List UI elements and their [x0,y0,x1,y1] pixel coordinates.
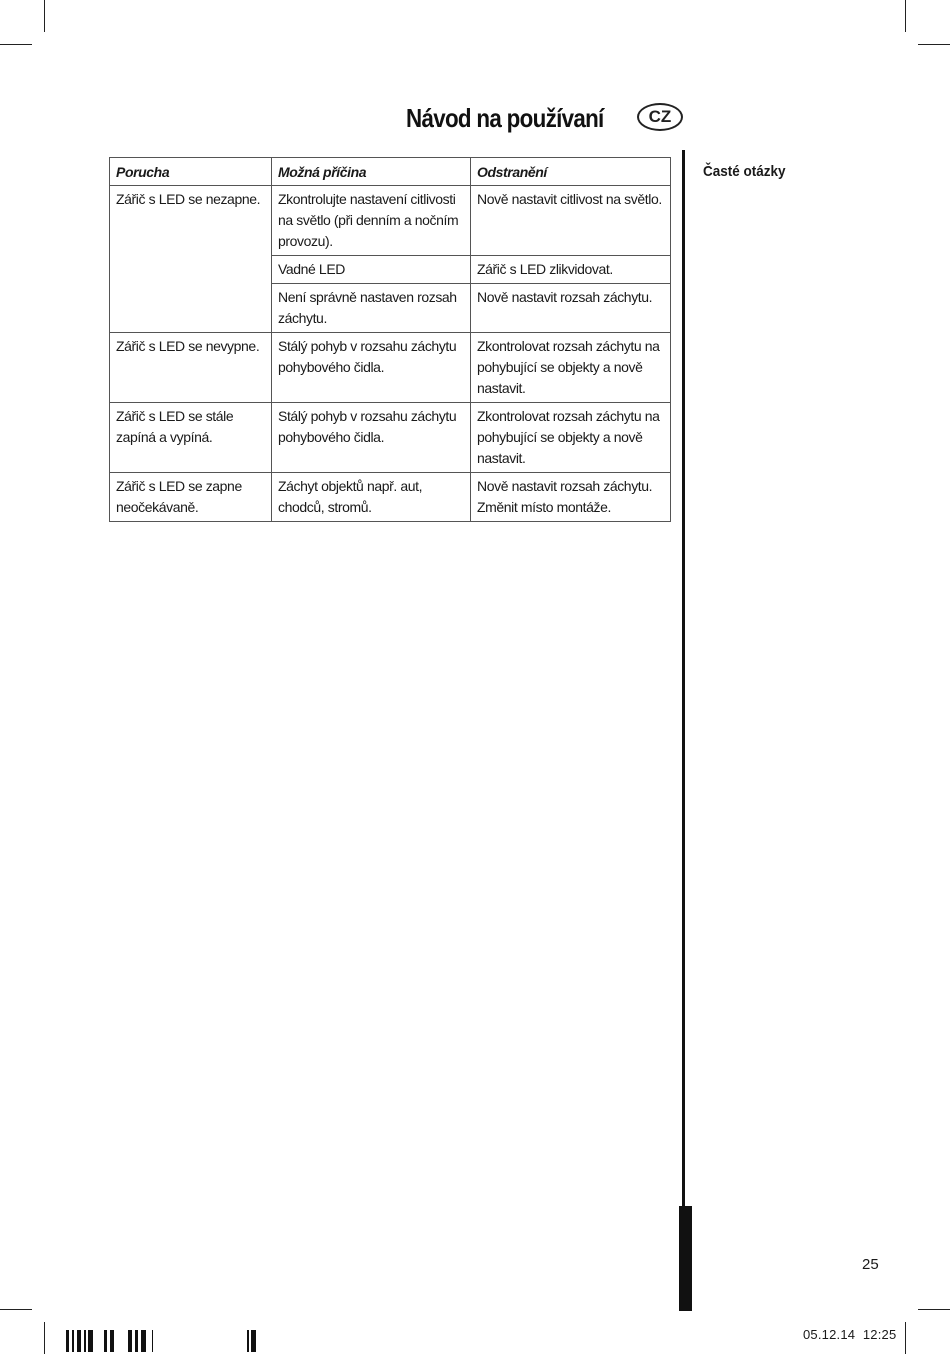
cause-cell: Záchyt objektů např. aut, chodců, stromů. [272,473,471,522]
print-barcode-fragment [247,1330,259,1352]
fix-cell: Nově nastavit citlivost na světlo. [471,186,671,256]
fix-cell: Zkontrolovat rozsah záchytu na pohybující se objekty a nově nastavit. [471,333,671,403]
language-badge: CZ [637,103,683,131]
fault-cell [110,284,272,333]
print-date: 05.12.14 [803,1327,856,1342]
cause-cell: Vadné LED [272,256,471,284]
column-header-cause: Možná příčina [272,158,471,186]
crop-mark-top-right-v [905,0,906,32]
fault-cell [110,256,272,284]
fix-cell: Zářič s LED zlikvidovat. [471,256,671,284]
table-row [110,333,671,403]
section-thumb-tab [679,1206,692,1311]
cause-cell: Není správně nastaven rozsah záchytu. [272,284,471,333]
troubleshooting-table [109,157,671,522]
crop-mark-bottom-left-v [44,1322,45,1354]
cause-cell: Zkontrolujte nastavení citlivosti na světlo (při denním a nočním provozu). [272,186,471,256]
column-header-fix: Odstranění [471,158,671,186]
crop-mark-bottom-right-h [918,1309,950,1310]
column-header-fault: Porucha [110,158,272,186]
page-number: 25 [862,1256,879,1273]
table-row [110,186,671,256]
crop-mark-top-right-h [918,44,950,45]
cause-cell: Stálý pohyb v rozsahu záchytu pohybového čidla. [272,403,471,473]
print-time: 12:25 [862,1327,897,1342]
print-barcode [66,1330,156,1352]
section-divider [682,150,685,1208]
crop-mark-bottom-left-h [0,1309,32,1310]
table-row [110,256,671,284]
table-row [110,473,671,522]
fix-cell: Nově nastavit rozsah záchytu. [471,284,671,333]
fault-cell: Zářič s LED se zapne neočekávaně. [110,473,272,522]
fix-cell: Nově nastavit rozsah záchytu. Změnit místo montáže. [471,473,671,522]
fault-cell: Zářič s LED se nezapne. [110,186,272,256]
table-header-row [110,158,671,186]
crop-mark-top-left-h [0,44,32,45]
crop-mark-top-left-v [44,0,45,32]
cause-cell: Stálý pohyb v rozsahu záchytu pohybového čidla. [272,333,471,403]
fault-cell: Zářič s LED se stále zapíná a vypíná. [110,403,272,473]
print-timestamp [803,1327,896,1342]
fault-cell: Zářič s LED se nevypne. [110,333,272,403]
crop-mark-bottom-right-v [905,1322,906,1354]
page-title: Návod na používaní [406,103,604,133]
fix-cell: Zkontrolovat rozsah záchytu na pohybující se objekty a nově nastavit. [471,403,671,473]
table-row [110,284,671,333]
table-row [110,403,671,473]
section-heading: Časté otázky [703,163,786,180]
